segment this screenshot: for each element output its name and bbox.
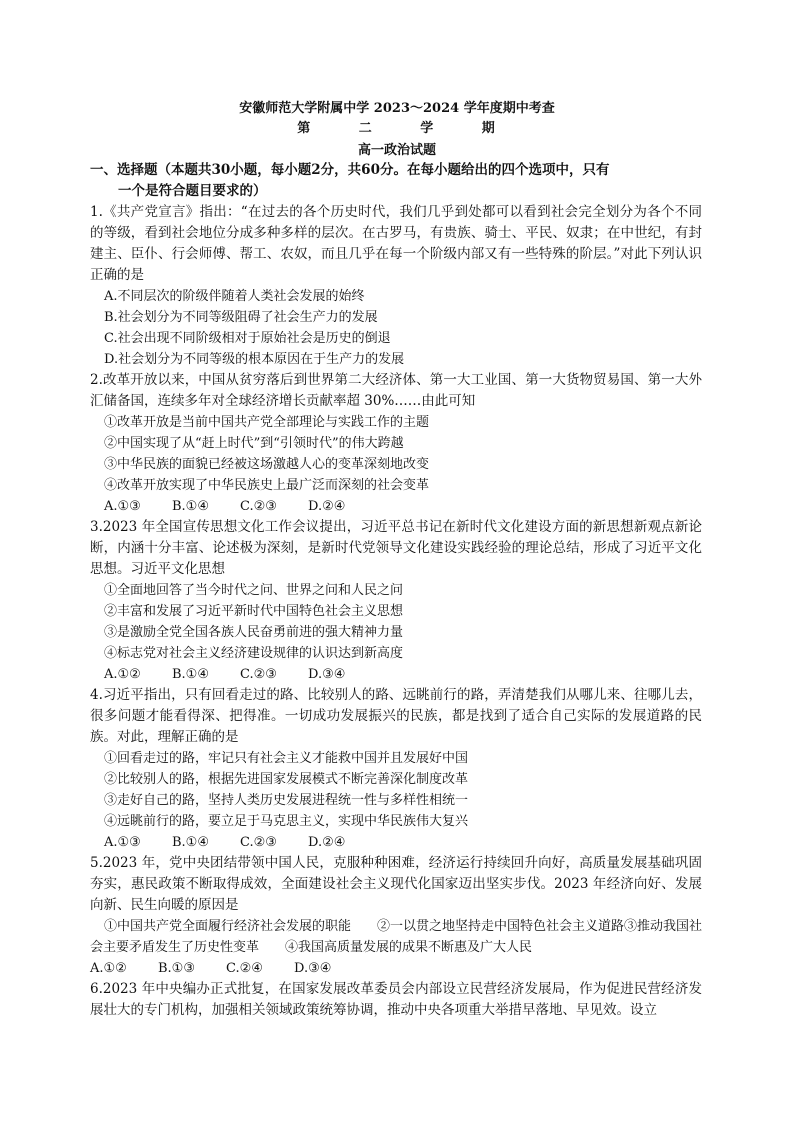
choice: C.②③ <box>240 667 277 682</box>
question-1-option: D.社会划分为不同等级的根本原因在于生产力的发展 <box>104 352 405 367</box>
section-heading: 一、选择题（本题共30小题，每小题2分，共60分。在每小题给出的四个选项中，只有 <box>90 162 610 178</box>
question-3-item: ①全面地回答了当今时代之问、世界之问和人民之问 <box>104 583 404 598</box>
question-6-stem: 6.2023 年中央编办正式批复，在国家发展改革委员会内部设立民营经济发展局，作为促进民营经济发展壮大的专门机构，加强相关领域政策统筹协调，推动中央各项重大举措早落地、早见效。设立 <box>90 981 702 1018</box>
question-2-item: ①改革开放是当前中国共产党全部理论与实践工作的主题 <box>104 415 430 430</box>
term-char: 期 <box>481 121 497 136</box>
choice: A.①③ <box>104 499 141 514</box>
question-5-items: ①中国共产党全面履行经济社会发展的职能 ②一以贯之地坚持走中国特色社会主义道路③推动我国社会主要矛盾发生了历史性变革 ④我国高质量发展的成果不断惠及广大人民 <box>90 919 703 955</box>
choice: B.①④ <box>172 667 209 682</box>
choice: A.①③ <box>104 835 141 850</box>
question-4-stem: 4.习近平指出，只有回看走过的路、比较别人的路、远眺前行的路，弄清楚我们从哪儿来、往哪儿去，很多问题才能看得深、把得准。一切成功发展振兴的民族，都是找到了适合自己实际的发展道路的民族。对此，理解正确的是 <box>90 687 702 745</box>
choice: D.②④ <box>308 835 346 850</box>
question-4-item: ③走好自己的路，坚持人类历史发展进程统一性与多样性相统一 <box>104 793 469 808</box>
term-line <box>0 117 794 136</box>
choice: D.③④ <box>294 961 332 976</box>
question-4-choices <box>90 832 702 853</box>
choice: B.①④ <box>172 499 209 514</box>
section-heading-cont: 一个是符合题目要求的） <box>118 183 267 199</box>
question-3-item: ④标志党对社会主义经济建设规律的认识达到新高度 <box>104 646 404 661</box>
question-1-option: B.社会划分为不同等级阻碍了社会生产力的发展 <box>104 310 378 325</box>
choice: A.①② <box>90 961 127 976</box>
question-3-choices <box>90 664 702 685</box>
question-2-item: ②中国实现了从“赶上时代”到“引领时代”的伟大跨越 <box>104 436 404 451</box>
question-2-item: ④改革开放实现了中华民族史上最广泛而深刻的社会变革 <box>104 478 430 493</box>
choice: D.②④ <box>308 499 346 514</box>
choice: C.②③ <box>240 835 277 850</box>
subject-title: 高一政治试题 <box>357 143 436 158</box>
question-1-option: A.不同层次的阶级伴随着人类社会发展的始终 <box>104 289 365 304</box>
question-2-stem: 2.改革开放以来，中国从贫穷落后到世界第二大经济体、第一大工业国、第一大货物贸易国、第一大外汇储备国，连续多年对全球经济增长贡献率超 30%……由此可知 <box>90 372 702 409</box>
question-5-stem: 5.2023 年，党中央团结带领中国人民，克服种种困难，经济运行持续回升向好，高质量发展基础巩固夯实，惠民政策不断取得成效，全面建设社会主义现代化国家迈出坚实步伐。2023 年经济向好、发展向新、民生向暖的原因是 <box>90 855 702 913</box>
choice: B.①③ <box>158 961 195 976</box>
question-1-option: C.社会出现不同阶级相对于原始社会是历史的倒退 <box>104 331 391 346</box>
question-5-choices <box>90 958 702 979</box>
question-2-choices <box>90 496 702 517</box>
question-content <box>90 160 702 1021</box>
question-2-item: ③中华民族的面貌已经被这场激越人心的变革深刻地改变 <box>104 457 430 472</box>
term-char: 学 <box>420 121 436 136</box>
question-1-stem: 1.《共产党宣言》指出：“在过去的各个历史时代，我们几乎到处都可以看到社会完全划分为各个不同的等级，看到社会地位分成多种多样的层次。在古罗马，有贵族、骑士、平民、奴隶；在中世纪，有封建主、臣仆、行会师傅、帮工、农奴，而且几乎在每一个阶级内部又有一些特殊的阶层。”对此下列认识正确的是 <box>90 204 702 283</box>
question-3-item: ③是激励全党全国各族人民奋勇前进的强大精神力量 <box>104 625 404 640</box>
term-char: 二 <box>358 121 374 136</box>
choice: C.②④ <box>226 961 263 976</box>
question-4-item: ①回看走过的路，牢记只有社会主义才能救中国并且发展好中国 <box>104 751 469 766</box>
question-3-stem: 3.2023 年全国宣传思想文化工作会议提出，习近平总书记在新时代文化建设方面的新思想新观点新论断，内涵十分丰富、论述极为深刻，是新时代党领导文化建设实践经验的理论总结，形成了习近平文化思想。习近平文化思想 <box>90 519 702 577</box>
question-3-item: ②丰富和发展了习近平新时代中国特色社会主义思想 <box>104 604 404 619</box>
question-4-item: ④远眺前行的路，要立足于马克思主义，实现中华民族伟大复兴 <box>104 814 469 829</box>
exam-title: 安徽师范大学附属中学 2023～2024 学年度期中考查 <box>239 101 555 116</box>
choice: A.①② <box>104 667 141 682</box>
question-4-item: ②比较别人的路，根据先进国家发展模式不断完善深化制度改革 <box>104 772 469 787</box>
choice: D.③④ <box>308 667 346 682</box>
term-char: 第 <box>297 121 313 136</box>
choice: C.②③ <box>240 499 277 514</box>
choice: B.①④ <box>172 835 209 850</box>
